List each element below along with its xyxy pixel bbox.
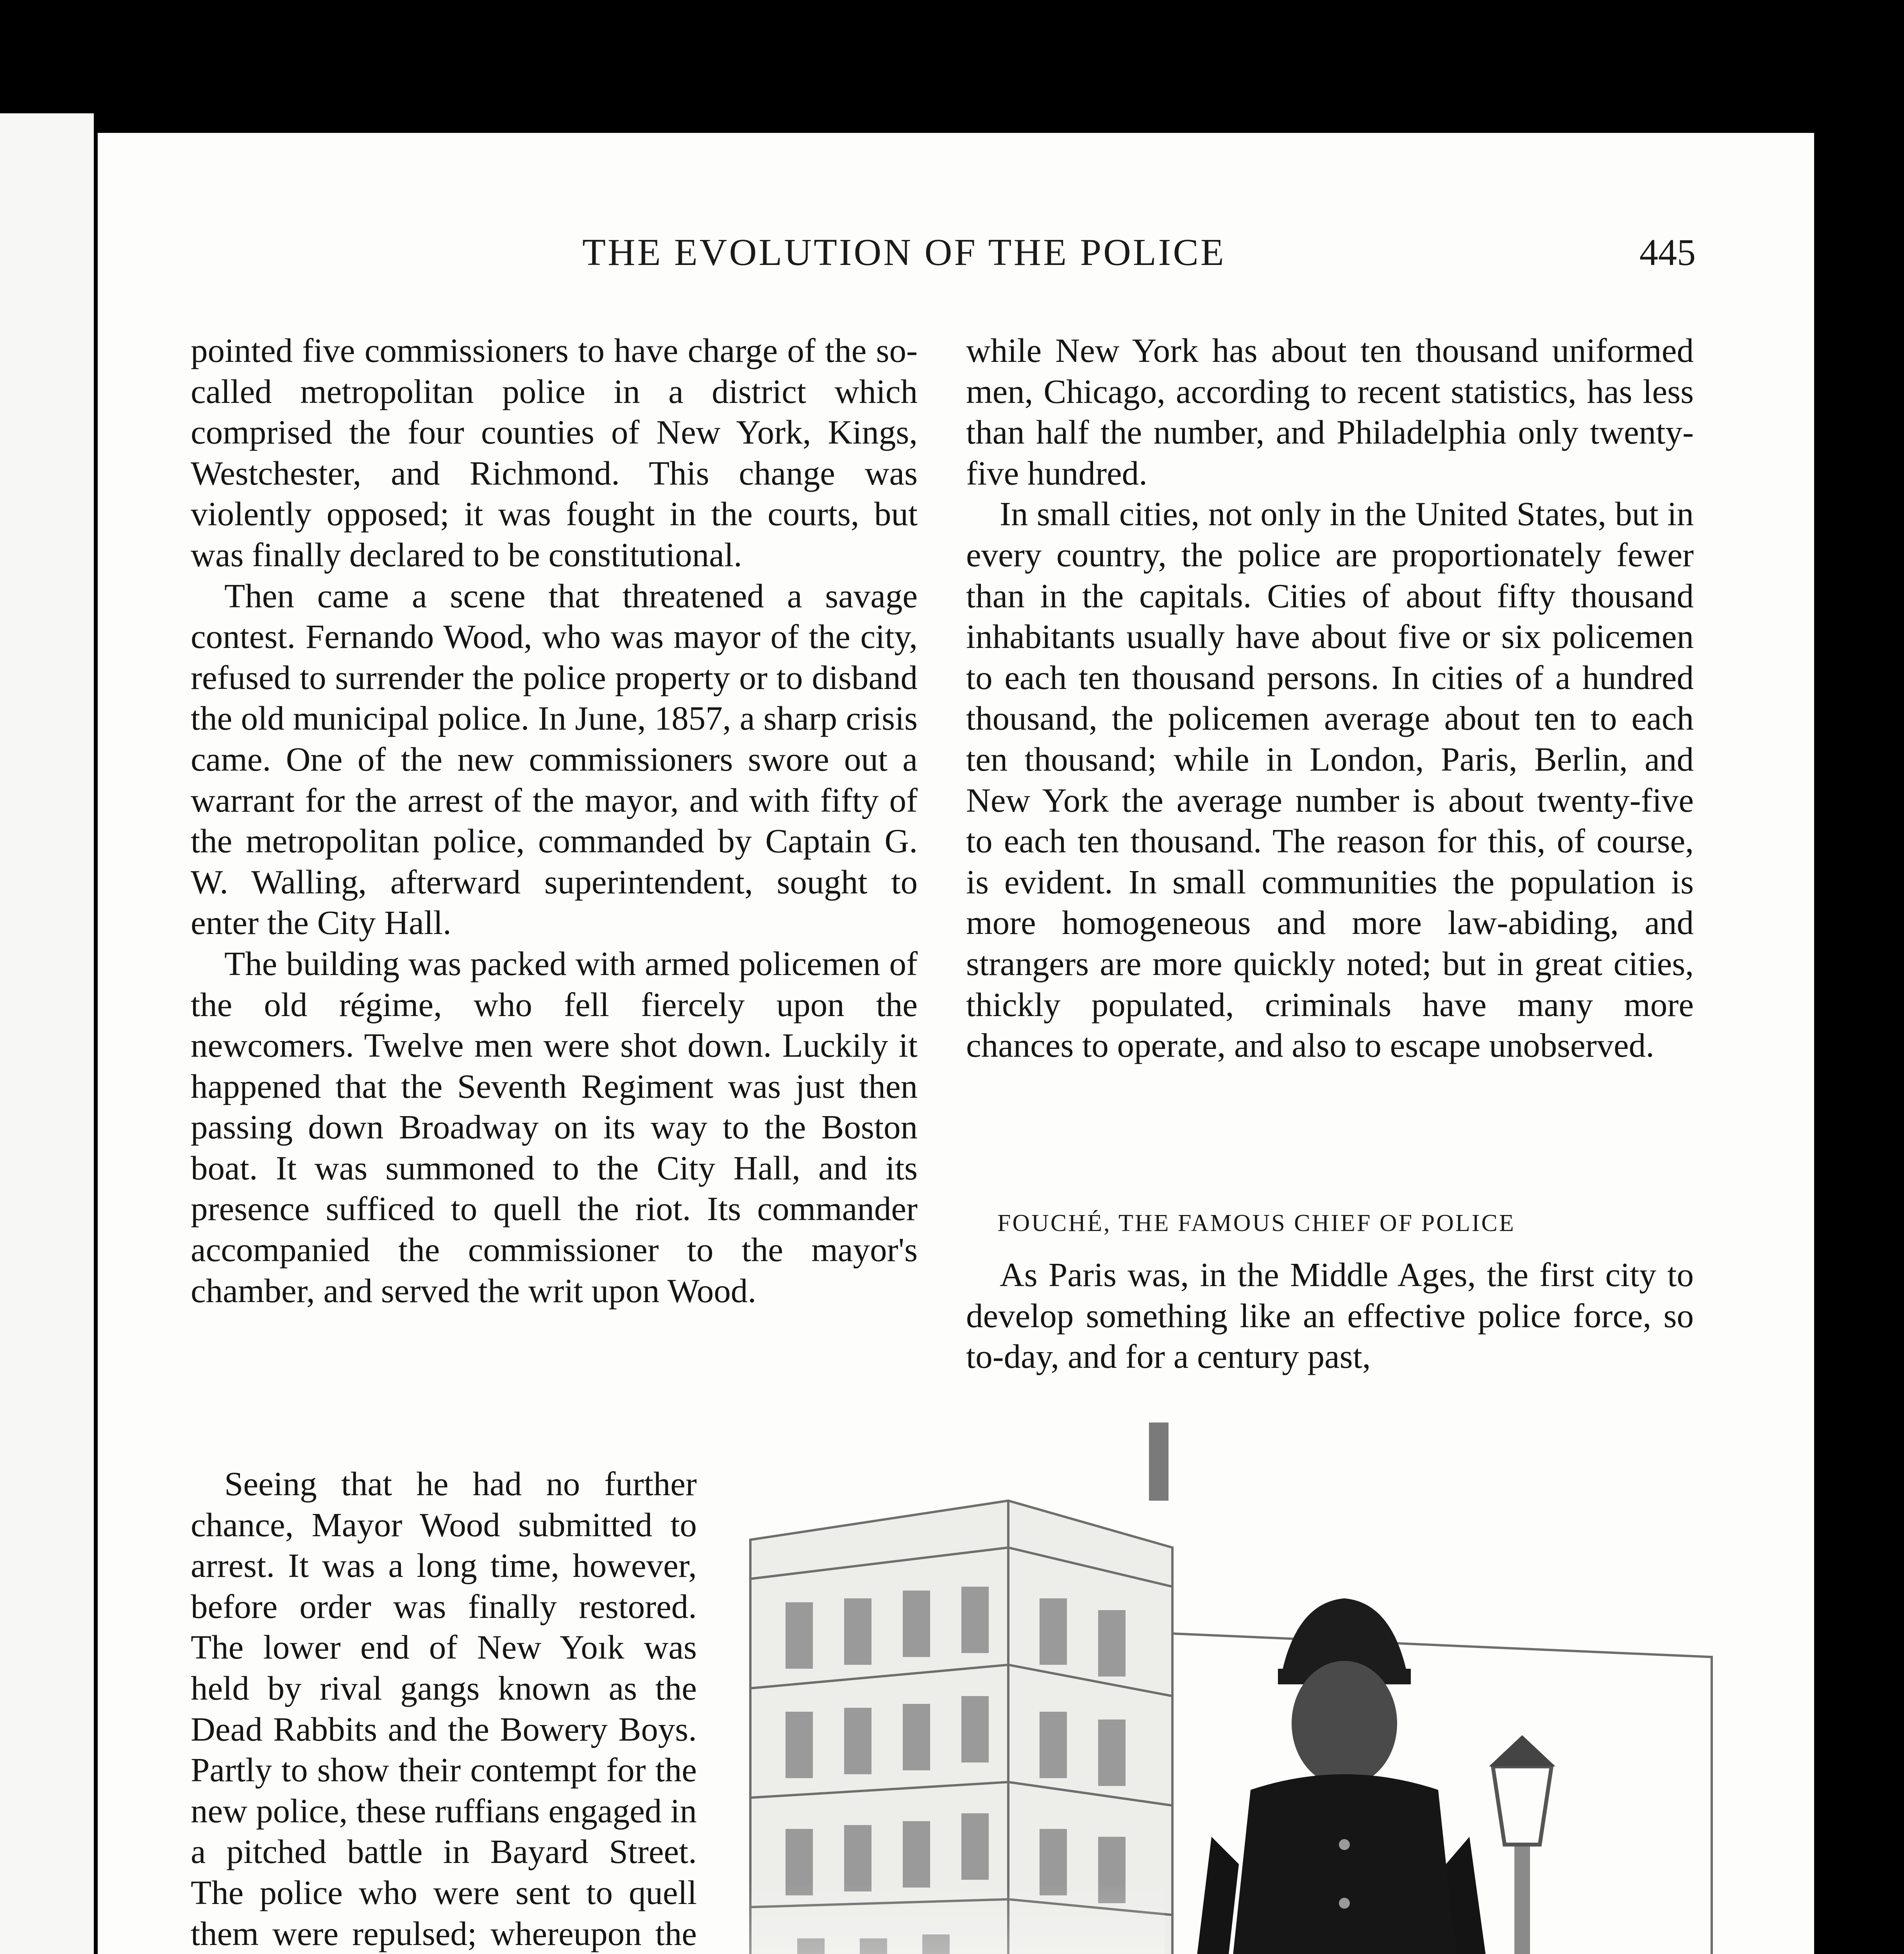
constable-figure [1167,1598,1516,1954]
running-head: THE EVOLUTION OF THE POLICE [582,231,1226,274]
paragraph: In small cities, not only in the United States, but in every country, the police are proportionately fewer than in the capitals. Cities of about fifty thousand inhabitants usually have about five or six policemen to each ten thousand persons. In cities of a hundred thousand, the policemen average about ten to each ten thousand; while in London, Paris, Berlin, and New York the average number is about twenty-five to each ten thousand. The reason for this, of course, is evident. In small communities the population is more homogeneous and more law-abiding, and strangers are more quickly noted; but in great cities, thickly populated, criminals have many more chances to operate, and also to escape unobserved. [966,495,1694,1065]
paragraph: The building was packed with armed policemen of the old régime, who fell fiercely upon the newcomers. Twelve men were shot down. Luckily it happened that the Seventh Regiment was just then passing down Broadway on its way to the Boston boat. It was summoned to the City Hall, and its presence sufficed to quell the riot. Its commander accompanied the commissioner to the mayor's chamber, and served the writ upon Wood. [191,944,918,1310]
constable-illustration [735,1415,1735,1954]
paragraph: Seeing that he had no further chance, Mayor Wood submitted to arrest. It was a long time, however, before order was finally restored. The lower end of New Yoık was held by rival gangs known as the Dead Rabbits and the Bowery Boys. Partly to show their contempt for the new police, these ruffians engaged in a pitched battle in Bayard Street. The police who were sent to quell them were repulsed; whereupon the [191,1465,697,1952]
wrap-column [191,1464,697,1954]
illustration-drawing [735,1415,1735,1954]
paragraph: As Paris was, in the Middle Ages, the first city to develop something like an effective police force, so to-day, and for a century past, [966,1256,1694,1376]
previous-page-edge [0,113,94,1954]
statue [1149,1423,1169,1501]
left-column [191,330,918,1311]
paragraph: pointed five commissioners to have charge of the so-called metropolitan police in a district which comprised the four counties of New York, Kings, Westchester, and Richmond. This change was violently opposed; it was fought in the courts, but was finally declared to be constitutional. [191,331,918,574]
page-number: 445 [1639,231,1696,273]
right-column-lower [966,1254,1694,1377]
lamp-post [1489,1735,1555,1954]
paragraph: while New York has about ten thousand uniformed men, Chicago, according to recent statistics, has less than half the number, and Philadelphia only twenty-five hundred. [966,331,1694,492]
paragraph: Then came a scene that threatened a savage contest. Fernando Wood, who was mayor of the city, refused to surrender the police property or to disband the old municipal police. In June, 1857, a sharp crisis came. One of the new commissioners swore out a warrant for the arrest of the mayor, and with fifty of the metropolitan police, commanded by Captain G. W. Walling, afterward superintendent, sought to enter the City Hall. [191,576,918,942]
right-column [966,330,1694,1066]
section-subheading: FOUCHÉ, THE FAMOUS CHIEF OF POLICE [997,1210,1516,1236]
